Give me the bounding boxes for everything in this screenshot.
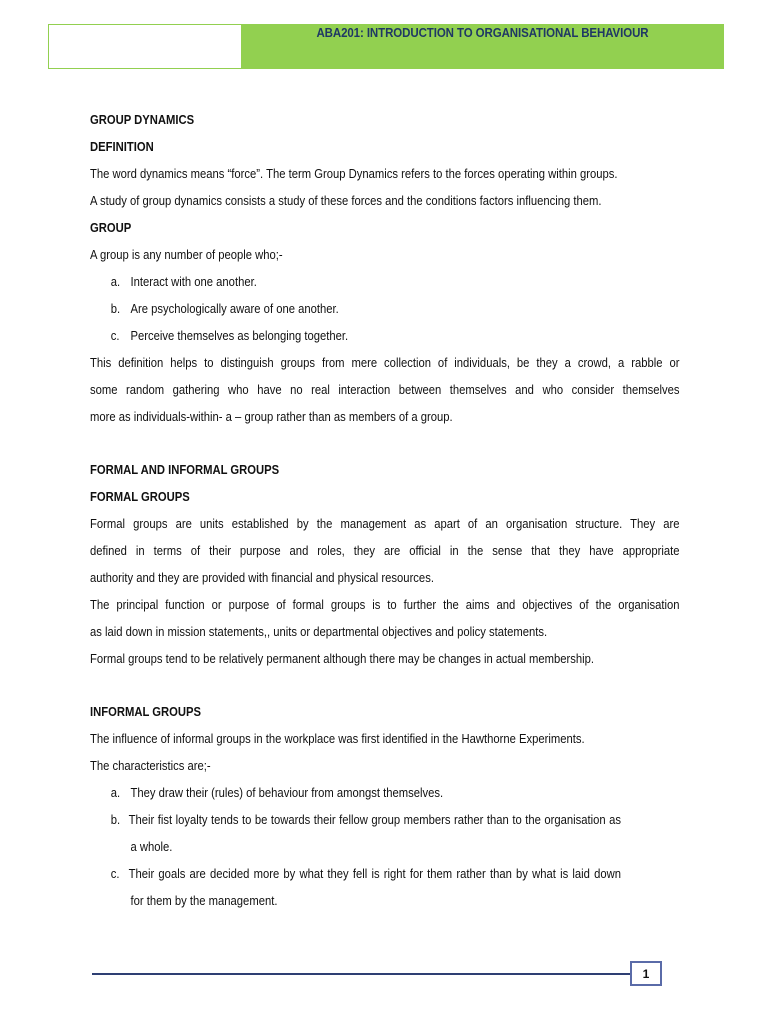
- list-item-text: Perceive themselves as belonging together.: [130, 329, 349, 343]
- list-item: [90, 780, 621, 807]
- paragraph-line: authority and they are provided with financial and physical resources.: [90, 571, 434, 585]
- list-item-continuation: for them by the management.: [130, 894, 278, 908]
- paragraph-line: The influence of informal groups in the workplace was first identified in the Hawthorne Experiments.: [90, 732, 585, 746]
- paragraph-line: A study of group dynamics consists a study of these forces and the conditions factors influencing them.: [90, 194, 602, 208]
- list-item: [90, 296, 621, 323]
- page-header: [48, 24, 724, 69]
- heading-group-dynamics: GROUP DYNAMICS: [90, 113, 195, 127]
- list-marker: c.: [110, 867, 120, 881]
- paragraph-line: defined in terms of their purpose and roles, they are official in the sense that they have appropriate: [90, 544, 680, 558]
- paragraph-line: Formal groups are units established by the management as apart of an organisation structure. They are: [90, 517, 680, 531]
- list-marker: a.: [110, 786, 121, 800]
- list-item-text: Their goals are decided more by what they fell is right for them rather than by what is laid down: [128, 867, 621, 881]
- list-item-continuation: a whole.: [130, 840, 173, 854]
- list-item-text: Are psychologically aware of one another.: [130, 302, 339, 316]
- list-item: [90, 323, 621, 350]
- paragraph-line: Formal groups tend to be relatively permanent although there may be changes in actual membership.: [90, 652, 595, 666]
- document-body: [90, 107, 680, 915]
- list-marker: c.: [110, 329, 120, 343]
- page-number-box: [630, 961, 662, 986]
- paragraph-line: This definition helps to distinguish groups from mere collection of individuals, be they a crowd, a rabble or: [90, 356, 680, 370]
- paragraph-line: The characteristics are;-: [90, 759, 211, 773]
- list-item-text: They draw their (rules) of behaviour from amongst themselves.: [130, 786, 444, 800]
- list-item-text: Their fist loyalty tends to be towards their fellow group members rather than to the organisation as: [128, 813, 621, 827]
- list-marker: a.: [110, 275, 121, 289]
- list-item-text: Interact with one another.: [130, 275, 257, 289]
- footer-rule: [92, 973, 630, 975]
- paragraph-line: The principal function or purpose of formal groups is to further the aims and objectives of the organisation: [90, 598, 680, 612]
- heading-formal-groups: FORMAL GROUPS: [90, 490, 190, 504]
- heading-definition: DEFINITION: [90, 140, 154, 154]
- paragraph-line: A group is any number of people who;-: [90, 248, 283, 262]
- list-item: [90, 807, 621, 834]
- list-marker: b.: [110, 302, 121, 316]
- list-item: [90, 269, 621, 296]
- heading-informal-groups: INFORMAL GROUPS: [90, 705, 202, 719]
- page-number: 1: [642, 966, 650, 981]
- header-title-cell: [242, 25, 723, 68]
- list-marker: b.: [110, 813, 121, 827]
- course-title: ABA201: INTRODUCTION TO ORGANISATIONAL BEHAVIOUR: [316, 26, 649, 40]
- paragraph-line: The word dynamics means “force”. The term Group Dynamics refers to the forces operating within groups.: [90, 167, 618, 181]
- heading-formal-informal: FORMAL AND INFORMAL GROUPS: [90, 463, 280, 477]
- paragraph-line: as laid down in mission statements,, units or departmental objectives and policy statements.: [90, 625, 548, 639]
- paragraph-line: more as individuals-within- a – group rather than as members of a group.: [90, 410, 453, 424]
- header-blank-cell: [49, 25, 242, 68]
- paragraph-line: some random gathering who have no real interaction between themselves and who consider themselves: [90, 383, 680, 397]
- list-item: [90, 861, 621, 888]
- heading-group: GROUP: [90, 221, 132, 235]
